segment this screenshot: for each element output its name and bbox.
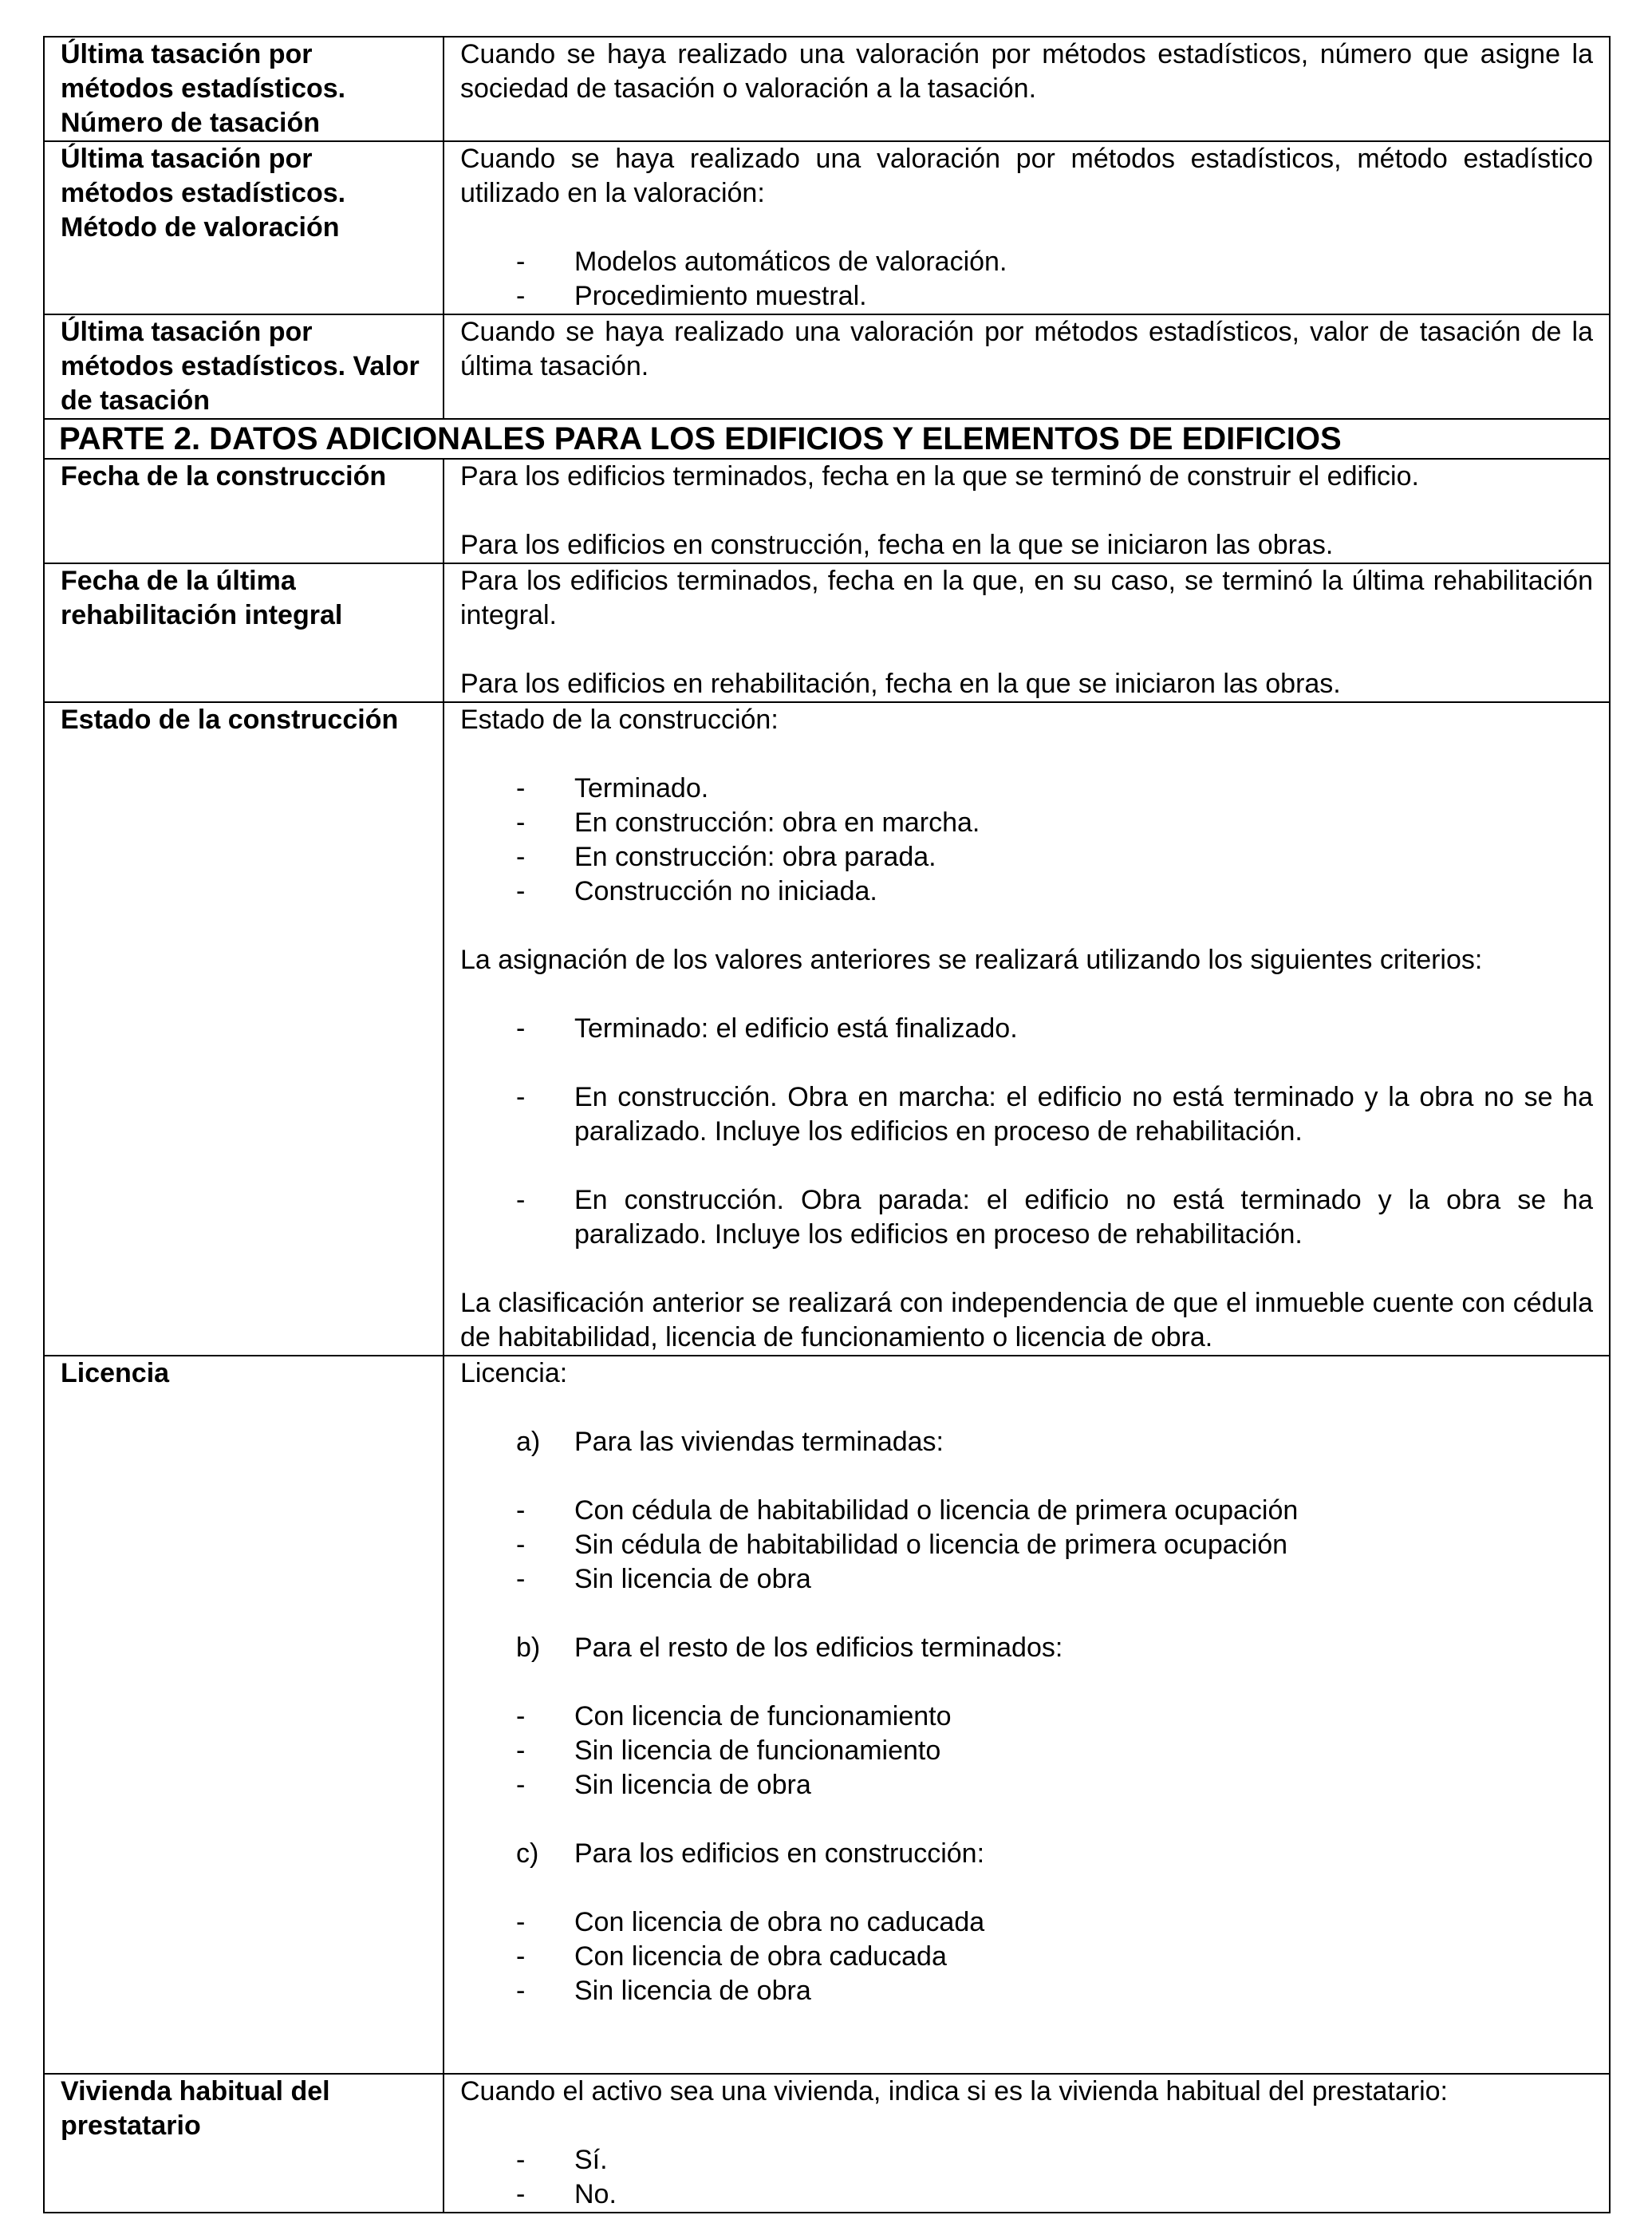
dash-marker: -	[516, 1013, 526, 1044]
description-text: Para los edificios terminados, fecha en la que, en su caso, se terminó la última rehabilitación integral.	[460, 566, 1593, 630]
field-description	[444, 1356, 1610, 2074]
list-item: - Procedimiento muestral.	[460, 279, 1593, 314]
group-marker: c)	[516, 1838, 539, 1869]
list-item: - Construcción no iniciada.	[460, 875, 1593, 909]
table-row	[44, 702, 1610, 1356]
field-description	[444, 141, 1610, 314]
section-header-row	[44, 419, 1610, 459]
description-text: Estado de la construcción:	[460, 705, 779, 735]
field-name: Última tasación por métodos estadísticos. Valor de tasación	[44, 314, 444, 419]
list-item: - Terminado: el edificio está finalizado.	[460, 1012, 1593, 1046]
field-name: Fecha de la construcción	[44, 459, 444, 563]
field-description	[444, 459, 1610, 563]
group-heading: a) Para las viviendas terminadas:	[460, 1425, 1593, 1459]
field-name: Última tasación por métodos estadísticos. Método de valoración	[44, 141, 444, 314]
definitions-table	[43, 36, 1611, 2213]
field-name: Vivienda habitual del prestatario	[44, 2074, 444, 2213]
list-item: - En construcción: obra parada.	[460, 840, 1593, 875]
dash-marker: -	[516, 1185, 526, 1215]
dash-marker: -	[516, 1082, 526, 1112]
list-item: - Con licencia de funcionamiento	[460, 1700, 1593, 1734]
table-row	[44, 2074, 1610, 2213]
list-item: - Con licencia de obra caducada	[460, 1940, 1593, 1974]
table-row	[44, 141, 1610, 314]
description-text: Cuando el activo sea una vivienda, indica si es la vivienda habitual del prestatario:	[460, 2076, 1448, 2106]
group-heading: c) Para los edificios en construcción:	[460, 1837, 1593, 1871]
description-text: Cuando se haya realizado una valoración por métodos estadísticos, método estadístico utilizado en la valoración:	[460, 144, 1593, 208]
dash-marker: -	[516, 1564, 526, 1594]
dash-marker: -	[516, 1701, 526, 1731]
dash-marker: -	[516, 842, 526, 872]
list-item: - Con cédula de habitabilidad o licencia de primera ocupación	[460, 1494, 1593, 1528]
dash-marker: -	[516, 1770, 526, 1800]
field-description	[444, 37, 1610, 141]
description-text: La asignación de los valores anteriores se realizará utilizando los siguientes criterios:	[460, 945, 1483, 975]
description-text: Para los edificios en construcción, fecha en la que se iniciaron las obras.	[460, 530, 1334, 560]
dash-marker: -	[516, 1941, 526, 1972]
field-name: Última tasación por métodos estadísticos. Número de tasación	[44, 37, 444, 141]
field-description	[444, 563, 1610, 702]
dash-marker: -	[516, 1495, 526, 1526]
group-heading: b) Para el resto de los edificios terminados:	[460, 1631, 1593, 1665]
list-item: - No.	[460, 2177, 1593, 2212]
table-row	[44, 314, 1610, 419]
description-text: Para los edificios terminados, fecha en la que se terminó de construir el edificio.	[460, 461, 1419, 492]
description-text: Cuando se haya realizado una valoración por métodos estadísticos, número que asigne la sociedad de tasación o valoración a la tasación.	[460, 39, 1593, 104]
group-marker: b)	[516, 1633, 541, 1663]
dash-marker: -	[516, 1976, 526, 2006]
dash-marker: -	[516, 2179, 526, 2209]
list-item: - Sí.	[460, 2143, 1593, 2177]
list-item: - En construcción. Obra parada: el edificio no está terminado y la obra se ha paralizado. Incluye los edificios en proceso de rehabilitación.	[460, 1183, 1593, 1252]
dash-marker: -	[516, 876, 526, 906]
list-item: - Modelos automáticos de valoración.	[460, 245, 1593, 279]
dash-marker: -	[516, 1735, 526, 1766]
dash-marker: -	[516, 807, 526, 838]
table-row	[44, 563, 1610, 702]
group-marker: a)	[516, 1427, 541, 1457]
dash-marker: -	[516, 773, 526, 803]
list-item: - Sin licencia de obra	[460, 1974, 1593, 2008]
list-item: - Sin cédula de habitabilidad o licencia de primera ocupación	[460, 1528, 1593, 1562]
dash-marker: -	[516, 247, 526, 277]
list-item: - Terminado.	[460, 772, 1593, 806]
list-item: - Sin licencia de funcionamiento	[460, 1734, 1593, 1768]
dash-marker: -	[516, 2145, 526, 2175]
field-description	[444, 702, 1610, 1356]
table-row	[44, 37, 1610, 141]
field-name: Estado de la construcción	[44, 702, 444, 1356]
list-item: - En construcción. Obra en marcha: el edificio no está terminado y la obra no se ha paralizado. Incluye los edificios en proceso de rehabilitación.	[460, 1080, 1593, 1149]
field-description	[444, 2074, 1610, 2213]
table-row	[44, 459, 1610, 563]
description-text: Para los edificios en rehabilitación, fecha en la que se iniciaron las obras.	[460, 669, 1341, 699]
dash-marker: -	[516, 281, 526, 311]
table-row	[44, 1356, 1610, 2074]
list-item: - Sin licencia de obra	[460, 1562, 1593, 1597]
section-title: PARTE 2. DATOS ADICIONALES PARA LOS EDIFICIOS Y ELEMENTOS DE EDIFICIOS	[44, 419, 1610, 459]
field-description	[444, 314, 1610, 419]
list-item: - En construcción: obra en marcha.	[460, 806, 1593, 840]
description-text: Licencia:	[460, 1358, 568, 1388]
list-item: - Con licencia de obra no caducada	[460, 1905, 1593, 1940]
field-name: Licencia	[44, 1356, 444, 2074]
field-name: Fecha de la última rehabilitación integral	[44, 563, 444, 702]
dash-marker: -	[516, 1530, 526, 1560]
list-item: - Sin licencia de obra	[460, 1768, 1593, 1802]
description-text: La clasificación anterior se realizará con independencia de que el inmueble cuente con cédula de habitabilidad, licencia de funcionamiento o licencia de obra.	[460, 1288, 1593, 1352]
dash-marker: -	[516, 1907, 526, 1937]
description-text: Cuando se haya realizado una valoración por métodos estadísticos, valor de tasación de la última tasación.	[460, 317, 1593, 381]
